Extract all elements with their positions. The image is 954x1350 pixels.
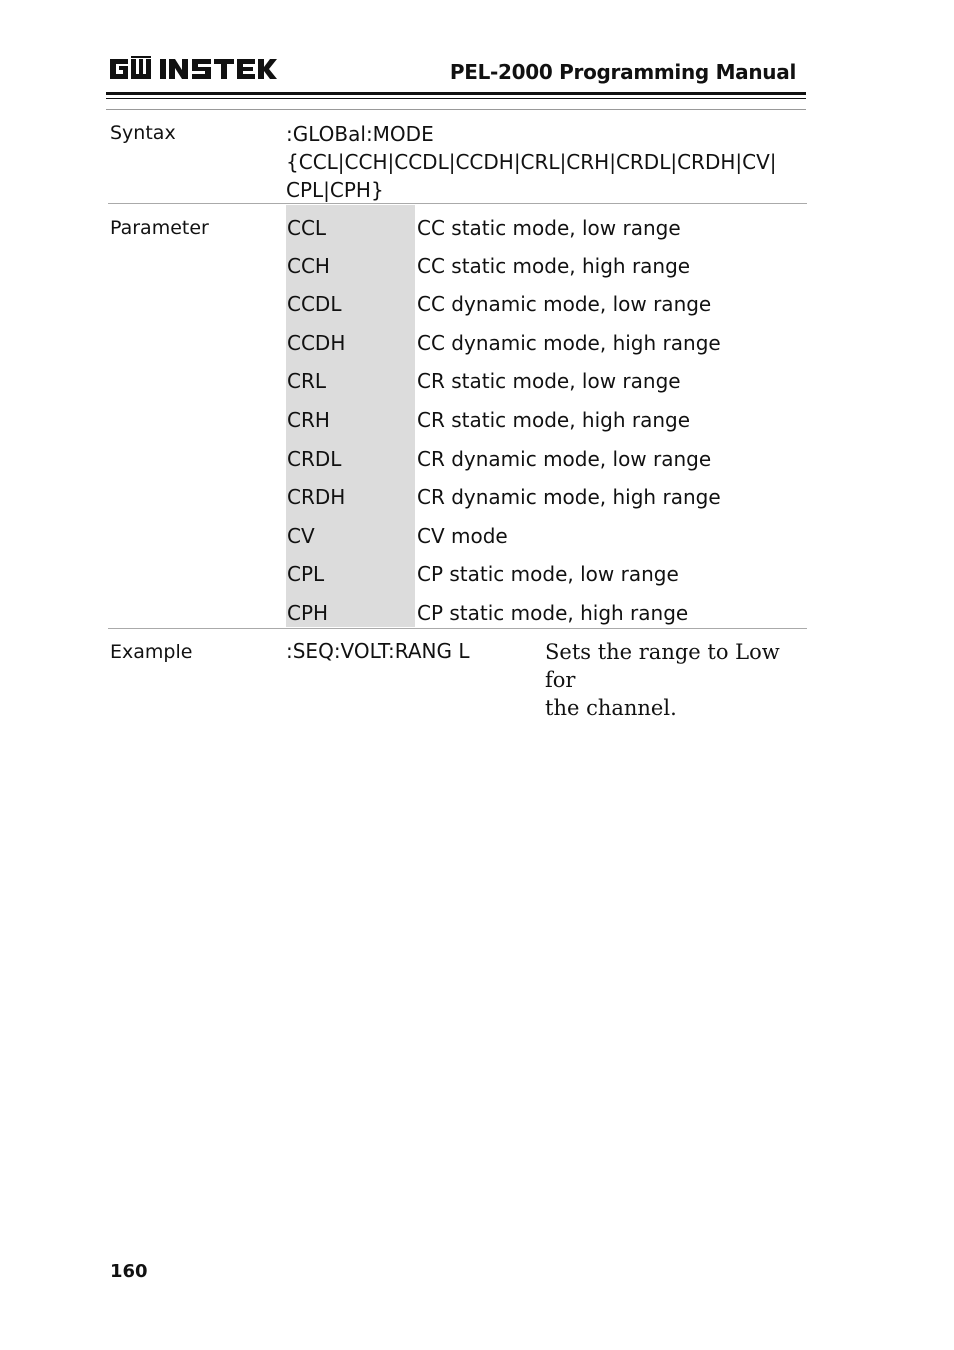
syntax-line: CPL|CPH} [286,178,384,202]
param-desc: CV mode [417,524,508,548]
row-separator [108,203,807,204]
param-code: CCDH [287,331,346,355]
param-desc: CR dynamic mode, high range [417,485,721,509]
example-description [545,638,805,722]
manual-title: PEL-2000 Programming Manual [449,60,796,84]
param-desc: CC static mode, low range [417,216,681,240]
page-number: 160 [110,1261,148,1282]
param-desc: CC static mode, high range [417,254,691,278]
param-code: CCH [287,254,330,278]
param-desc: CR static mode, low range [417,369,681,393]
param-code: CCL [287,216,327,240]
example-description-line: the channel. [545,696,677,720]
gw-instek-logo-icon [108,55,278,83]
example-label: Example [110,641,193,663]
param-code: CRDH [287,485,346,509]
param-desc: CR static mode, high range [417,408,691,432]
param-desc: CC dynamic mode, high range [417,331,721,355]
header-rule-thick [106,92,806,95]
param-code: CRH [287,408,330,432]
param-desc: CP static mode, high range [417,601,689,625]
param-code: CPH [287,601,329,625]
param-code: CV [287,524,315,548]
param-code: CCDL [287,292,342,316]
syntax-text [286,120,786,204]
table-top-rule [106,109,806,110]
syntax-label: Syntax [110,122,176,144]
row-separator [108,628,807,629]
parameter-label: Parameter [110,217,209,239]
syntax-line: :GLOBal:MODE [286,122,434,146]
example-command: :SEQ:VOLT:RANG L [286,639,470,663]
syntax-line: {CCL|CCH|CCDL|CCDH|CRL|CRH|CRDL|CRDH|CV| [286,150,777,174]
brand-logo [108,52,278,86]
header-rule-thin [106,98,806,99]
param-desc: CC dynamic mode, low range [417,292,712,316]
param-desc: CP static mode, low range [417,562,679,586]
param-code: CRDL [287,447,342,471]
example-description-line: Sets the range to Low for [545,640,780,692]
param-code: CRL [287,369,327,393]
param-desc: CR dynamic mode, low range [417,447,712,471]
param-code: CPL [287,562,325,586]
